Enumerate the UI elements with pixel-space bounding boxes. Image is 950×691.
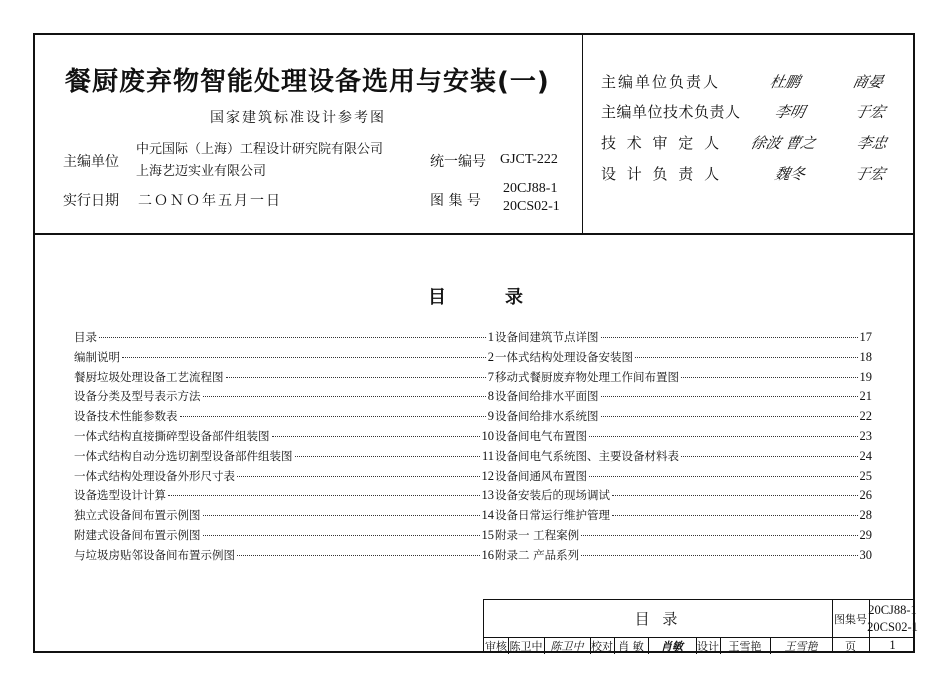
title-block-atlas-2: 20CS02-1 xyxy=(867,619,918,634)
toc-entry xyxy=(74,527,494,547)
toc-entry-page: 9 xyxy=(487,409,494,424)
toc-entry-page: 24 xyxy=(859,448,872,463)
toc-entry-title: 一体式结构直接撕碎型设备部件组装图 xyxy=(74,428,270,443)
toc-entry xyxy=(495,369,872,389)
toc-entry-page: 8 xyxy=(487,389,494,404)
toc-right-column xyxy=(495,329,872,567)
toc-entry xyxy=(74,428,494,448)
toc-entry xyxy=(495,349,872,369)
toc-leader-dots xyxy=(295,456,480,457)
toc-entry xyxy=(74,349,494,369)
toc-entry-title: 移动式餐厨废弃物处理工作间布置图 xyxy=(495,369,679,384)
toc-entry xyxy=(495,527,872,547)
toc-entry-page: 14 xyxy=(481,508,494,523)
toc-entry-title: 餐厨垃圾处理设备工艺流程图 xyxy=(74,369,224,384)
unified-no-label: 统一编号 xyxy=(430,154,486,170)
toc-entry xyxy=(74,408,494,428)
review-label: 审核 xyxy=(485,639,507,653)
toc-leader-dots xyxy=(203,515,480,516)
toc-entry-page: 22 xyxy=(859,409,872,424)
toc-entry xyxy=(495,507,872,527)
toc-entry-page: 23 xyxy=(859,428,872,443)
atlas-no-2: 20CS02-1 xyxy=(503,199,560,214)
toc-entry-title: 设备间建筑节点详图 xyxy=(495,330,599,344)
signature: 杜鹏 xyxy=(767,73,802,91)
toc-entry-page: 25 xyxy=(859,468,872,483)
toc-entry-page: 16 xyxy=(481,547,494,562)
check-label: 校对 xyxy=(591,639,613,653)
toc-entry-title: 一体式结构自动分选切割型设备部件组装图 xyxy=(74,448,293,463)
toc-entry-title: 设备安装后的现场调试 xyxy=(495,488,610,503)
toc-leader-dots xyxy=(681,456,858,457)
atlas-label: 图集号 xyxy=(834,612,867,626)
toc-entry-page: 30 xyxy=(859,547,872,562)
page-number: 1 xyxy=(889,638,896,652)
toc-entry xyxy=(495,487,872,507)
toc-entry xyxy=(74,547,494,567)
reviewer-name: 陈卫中 xyxy=(509,639,543,653)
toc-leader-dots xyxy=(203,535,480,536)
toc-entry-title: 设备间给排水平面图 xyxy=(495,389,599,404)
toc-leader-dots xyxy=(581,555,857,556)
checker-signature: 肖敏 xyxy=(661,639,683,653)
toc-entry-page: 7 xyxy=(487,369,494,384)
toc-entry-title: 一体式结构处理设备外形尺寸表 xyxy=(74,468,235,483)
designer-signature: 王雪艳 xyxy=(784,639,818,653)
atlas-no-label: 图 集 号 xyxy=(430,193,481,209)
toc-entry-title: 设备分类及型号表示方法 xyxy=(74,389,201,404)
signature: 商晏 xyxy=(850,73,885,91)
toc-title-right: 录 xyxy=(505,287,523,308)
toc-entry-title: 附录二 产品系列 xyxy=(495,547,580,562)
toc-leader-dots xyxy=(203,396,486,397)
toc-leader-dots xyxy=(237,476,480,477)
toc-leader-dots xyxy=(612,495,858,496)
responsible-role: 技 术 审 定 人 xyxy=(601,134,723,152)
toc-leader-dots xyxy=(122,357,486,358)
toc-entry-title: 设备选型设计计算 xyxy=(74,488,166,503)
toc-entry-page: 10 xyxy=(481,428,494,443)
toc-entry xyxy=(74,388,494,408)
toc-entry-title: 附录一 工程案例 xyxy=(495,527,580,542)
toc-entry-page: 29 xyxy=(859,527,872,542)
toc-entry-page: 28 xyxy=(859,508,872,523)
toc-entry-title: 设备技术性能参数表 xyxy=(74,409,178,424)
toc-entry xyxy=(495,388,872,408)
toc-entry-title: 设备间电气系统图、主要设备材料表 xyxy=(495,448,679,463)
atlas-no-1: 20CJ88-1 xyxy=(503,181,558,196)
toc-leader-dots xyxy=(601,396,858,397)
drawing-title: 目 录 xyxy=(634,610,682,628)
toc-entry-page: 1 xyxy=(487,330,494,344)
designer-name: 王雪艳 xyxy=(728,639,762,653)
toc-entry-title: 一体式结构处理设备安装图 xyxy=(495,349,633,364)
toc-entry xyxy=(495,428,872,448)
toc-left-column xyxy=(74,329,494,567)
toc-entry xyxy=(74,487,494,507)
toc-entry xyxy=(74,468,494,488)
toc-leader-dots xyxy=(581,535,857,536)
toc-entry-page: 17 xyxy=(859,330,872,344)
toc-entry xyxy=(495,547,872,567)
toc-leader-dots xyxy=(681,377,858,378)
toc-entry xyxy=(495,468,872,488)
toc-entry-page: 13 xyxy=(481,488,494,503)
responsible-role: 主编单位技术负责人 xyxy=(601,103,741,121)
editor-unit-line1: 中元国际（上海）工程设计研究院有限公司 xyxy=(136,142,384,157)
toc-leader-dots xyxy=(237,555,480,556)
editor-unit-label: 主编单位 xyxy=(63,154,119,170)
toc-entry-title: 独立式设备间布置示例图 xyxy=(74,508,201,523)
design-label: 设计 xyxy=(697,639,719,653)
toc-entry-title: 编制说明 xyxy=(74,349,120,364)
toc-entry-page: 11 xyxy=(481,448,494,463)
title-block xyxy=(483,599,918,653)
title-block-atlas-1: 20CJ88-1 xyxy=(868,602,917,617)
toc-entry-title: 设备间给排水系统图 xyxy=(495,409,599,424)
toc-entry-page: 19 xyxy=(859,369,872,384)
toc-leader-dots xyxy=(226,377,486,378)
toc-entry-title: 与垃圾房贴邻设备间布置示例图 xyxy=(74,547,235,562)
header-divider xyxy=(35,233,913,235)
toc-entry-page: 2 xyxy=(487,349,494,364)
toc-entry-title: 目录 xyxy=(74,330,97,344)
impl-date: 二ＯＮＯ年五月一日 xyxy=(138,193,282,209)
toc-leader-dots xyxy=(168,495,480,496)
responsible-role: 主编单位负责人 xyxy=(601,73,721,91)
responsible-role: 设 计 负 责 人 xyxy=(601,165,723,183)
toc-entry-title: 附建式设备间布置示例图 xyxy=(74,527,201,542)
impl-date-label: 实行日期 xyxy=(63,193,119,209)
toc-entry xyxy=(495,408,872,428)
toc-leader-dots xyxy=(589,436,858,437)
toc-entry-page: 18 xyxy=(859,349,872,364)
checker-name: 肖 敏 xyxy=(618,639,644,653)
toc-entry xyxy=(74,329,494,349)
toc-entry xyxy=(74,448,494,468)
signature: 李忠 xyxy=(854,134,889,152)
header-divider-vertical xyxy=(582,35,583,233)
signature: 李明 xyxy=(772,103,807,121)
toc-leader-dots xyxy=(635,357,858,358)
toc-leader-dots xyxy=(612,515,858,516)
toc-leader-dots xyxy=(99,337,486,338)
signature: 于宏 xyxy=(852,165,887,183)
toc-entry-page: 15 xyxy=(481,527,494,542)
signature: 徐波 曹之 xyxy=(748,134,818,152)
reviewer-signature: 陈卫中 xyxy=(550,639,584,653)
unified-no: GJCT-222 xyxy=(500,152,558,167)
signature: 于宏 xyxy=(852,103,887,121)
toc-leader-dots xyxy=(601,337,858,338)
page-label: 页 xyxy=(845,639,856,653)
drawing-frame xyxy=(33,33,918,653)
toc-title-left: 目 xyxy=(428,287,446,308)
toc-entry xyxy=(74,507,494,527)
toc-entry-page: 12 xyxy=(481,468,494,483)
toc-leader-dots xyxy=(180,416,486,417)
toc-leader-dots xyxy=(589,476,858,477)
toc-entry xyxy=(495,329,872,349)
atlas-title: 餐厨废弃物智能处理设备选用与安装(一) xyxy=(65,67,550,97)
toc-entry-title: 设备日常运行维护管理 xyxy=(495,508,610,523)
editor-unit-line2: 上海艺迈实业有限公司 xyxy=(136,164,267,179)
toc-entry-title: 设备间通风布置图 xyxy=(495,468,587,483)
toc-entry xyxy=(74,369,494,389)
toc-leader-dots xyxy=(601,416,858,417)
toc-entry-title: 设备间电气布置图 xyxy=(495,428,587,443)
toc-entry-page: 26 xyxy=(859,488,872,503)
atlas-subtitle: 国家建筑标准设计参考图 xyxy=(210,110,386,126)
toc-leader-dots xyxy=(272,436,480,437)
signature: 魏冬 xyxy=(772,165,807,183)
toc-entry xyxy=(495,448,872,468)
toc-entry-page: 21 xyxy=(859,389,872,404)
